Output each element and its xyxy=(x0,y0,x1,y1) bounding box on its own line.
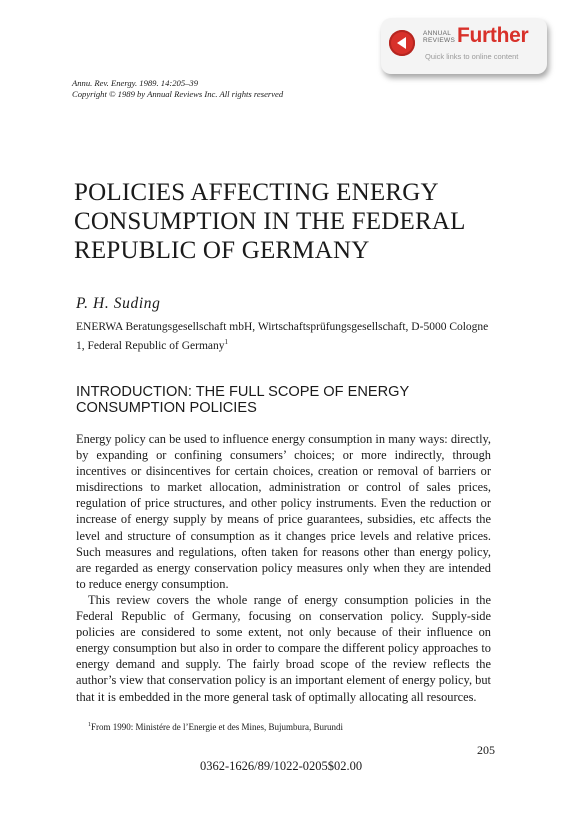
article-title: POLICIES AFFECTING ENERGY CONSUMPTION IN THE FEDERAL REPUBLIC OF GERMANY xyxy=(74,179,466,264)
body-paragraph: This review covers the whole range of energy consumption policies in the Federal Republic of Germany, focusing on conservation policy. Supply-side policies are considered to some extent, not only because of their influence on energy consumption but also in order to compare the different policy approaches to energy demand and supply. The fairly broad scope of the review reflects the author’s view that conservation policy is an important element of energy policy, but that it is embedded in the more general task of optimally allocating all resources. xyxy=(76,592,491,704)
badge-tagline: Quick links to online content xyxy=(425,52,519,61)
journal-citation: Annu. Rev. Energy. 1989. 14:205–39 xyxy=(72,78,199,88)
footnote: $^1$From 1990: Ministére de l’Energie et des Mines, Bujumbura, Burundi xyxy=(88,722,344,732)
badge-further-label: Further xyxy=(457,24,529,47)
badge-publisher-label: ANNUAL REVIEWS xyxy=(423,30,456,44)
journal-meta xyxy=(72,78,283,100)
author-name: P. H. Suding xyxy=(76,295,161,312)
body-paragraph: Energy policy can be used to influence energy consumption in many ways: directly, by expanding or confining consumers’ choices; or more indirectly, through incentives or disincentives for certain choices, creation or removal of barriers or misdirections to market allocation, administration or control of sales prices, regulation of price structures, and other policy instruments. Even the reduction or increase of energy supply by means of price guarantees, subsidies, etc affects the level and structure of consumption as it changes price levels and relative prices. Such measures and regulations, often taken for reasons other than energy policy, are regarded as energy conservation policy measures only when they are intended to reduce energy consumption. xyxy=(76,432,491,591)
page-number: 205 xyxy=(477,743,495,757)
footnote-marker[interactable]: 1 xyxy=(224,338,228,346)
issn-code: 0362-1626/89/1022-0205$02.00 xyxy=(200,759,363,773)
annual-reviews-further-badge[interactable] xyxy=(381,18,547,74)
author-affiliation: ENERWA Beratungsgesellschaft mbH, Wirtschaftsprüfungsgesellschaft, D-5000 Cologne 1, Federal Republic of Germany$^1$ xyxy=(76,321,489,352)
back-arrow-icon xyxy=(389,30,415,56)
section-heading: INTRODUCTION: THE FULL SCOPE OF ENERGY CONSUMPTION POLICIES xyxy=(76,384,410,416)
copyright-notice: Copyright © 1989 by Annual Reviews Inc. All rights reserved xyxy=(72,89,284,99)
article-body xyxy=(76,431,491,705)
